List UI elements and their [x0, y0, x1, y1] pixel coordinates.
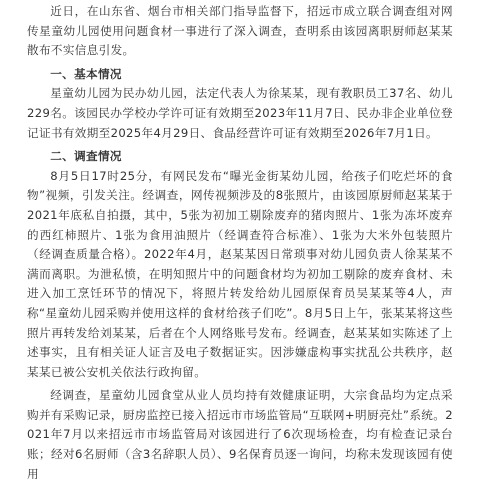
intro-paragraph: 近日，在山东省、烟台市相关部门指导监督下，招远市成立联合调查组对网传星童幼儿园使用问题食材一事进行了深入调查，查明系由该园离职厨师赵某某散布不实信息引发。: [27, 4, 453, 58]
basic-info-paragraph: 星童幼儿园为民办幼儿园，法定代表人为徐某某，现有教职员工37名、幼儿229名。该园民办学校办学许可证有效期至2023年11月7日、民办非企业单位登记证书有效期至2025年4月29日、食品经营许可证有效期至2026年7月1日。: [27, 86, 453, 140]
section-heading-basic-info: 一、基本情况: [50, 66, 122, 81]
investigation-paragraph-1: 8月5日17时25分，有网民发布“曝光金街某幼儿园，给孩子们吃烂坏的食物”视频，引发关注。经调查，网传视频涉及的8张照片，由该园原厨师赵某某于2021年底私自拍摄，其中，5张为初加工剔除废弃的猪肉照片、1张为冻坏废弃的西红柿照片、1张为食用油照片（经调查符合标准）、1张为大米外包装照片（经调查质量合格）。2022年4月，赵某某因日常琐事对幼儿园负责人徐某某不满而离职。为泄私愤，在明知照片中的问题食材均为初加工剔除的废弃食材、未进入加工烹饪环节的情况下，将照片转发给幼儿园原保育员吴某某等4人，声称“星童幼儿园采购并使用这样的食材给孩子们吃”。8月5日上午，张某某将这些照片再转发给刘某某，后者在个人网络账号发布。经调查，赵某某如实陈述了上述事实，且有相关证人证言及电子数据证实。因涉嫌虚构事实扰乱公共秩序，赵某某已被公安机关依法行政拘留。: [27, 168, 453, 379]
section-heading-investigation: 二、调查情况: [50, 149, 122, 164]
investigation-paragraph-2: 经调查，星童幼儿园食堂从业人员均持有效健康证明，大宗食品均为定点采购并有采购记录，厨房监控已接入招远市市场监管局“互联网+明厨亮灶”系统。2021年7月以来招远市市场监管局对该园进行了6次现场检查，均有检查记录台账；经对6名厨师（含3名辞职人员）、9名保育员逐一询问，均称未发现该园有使用: [27, 388, 453, 480]
